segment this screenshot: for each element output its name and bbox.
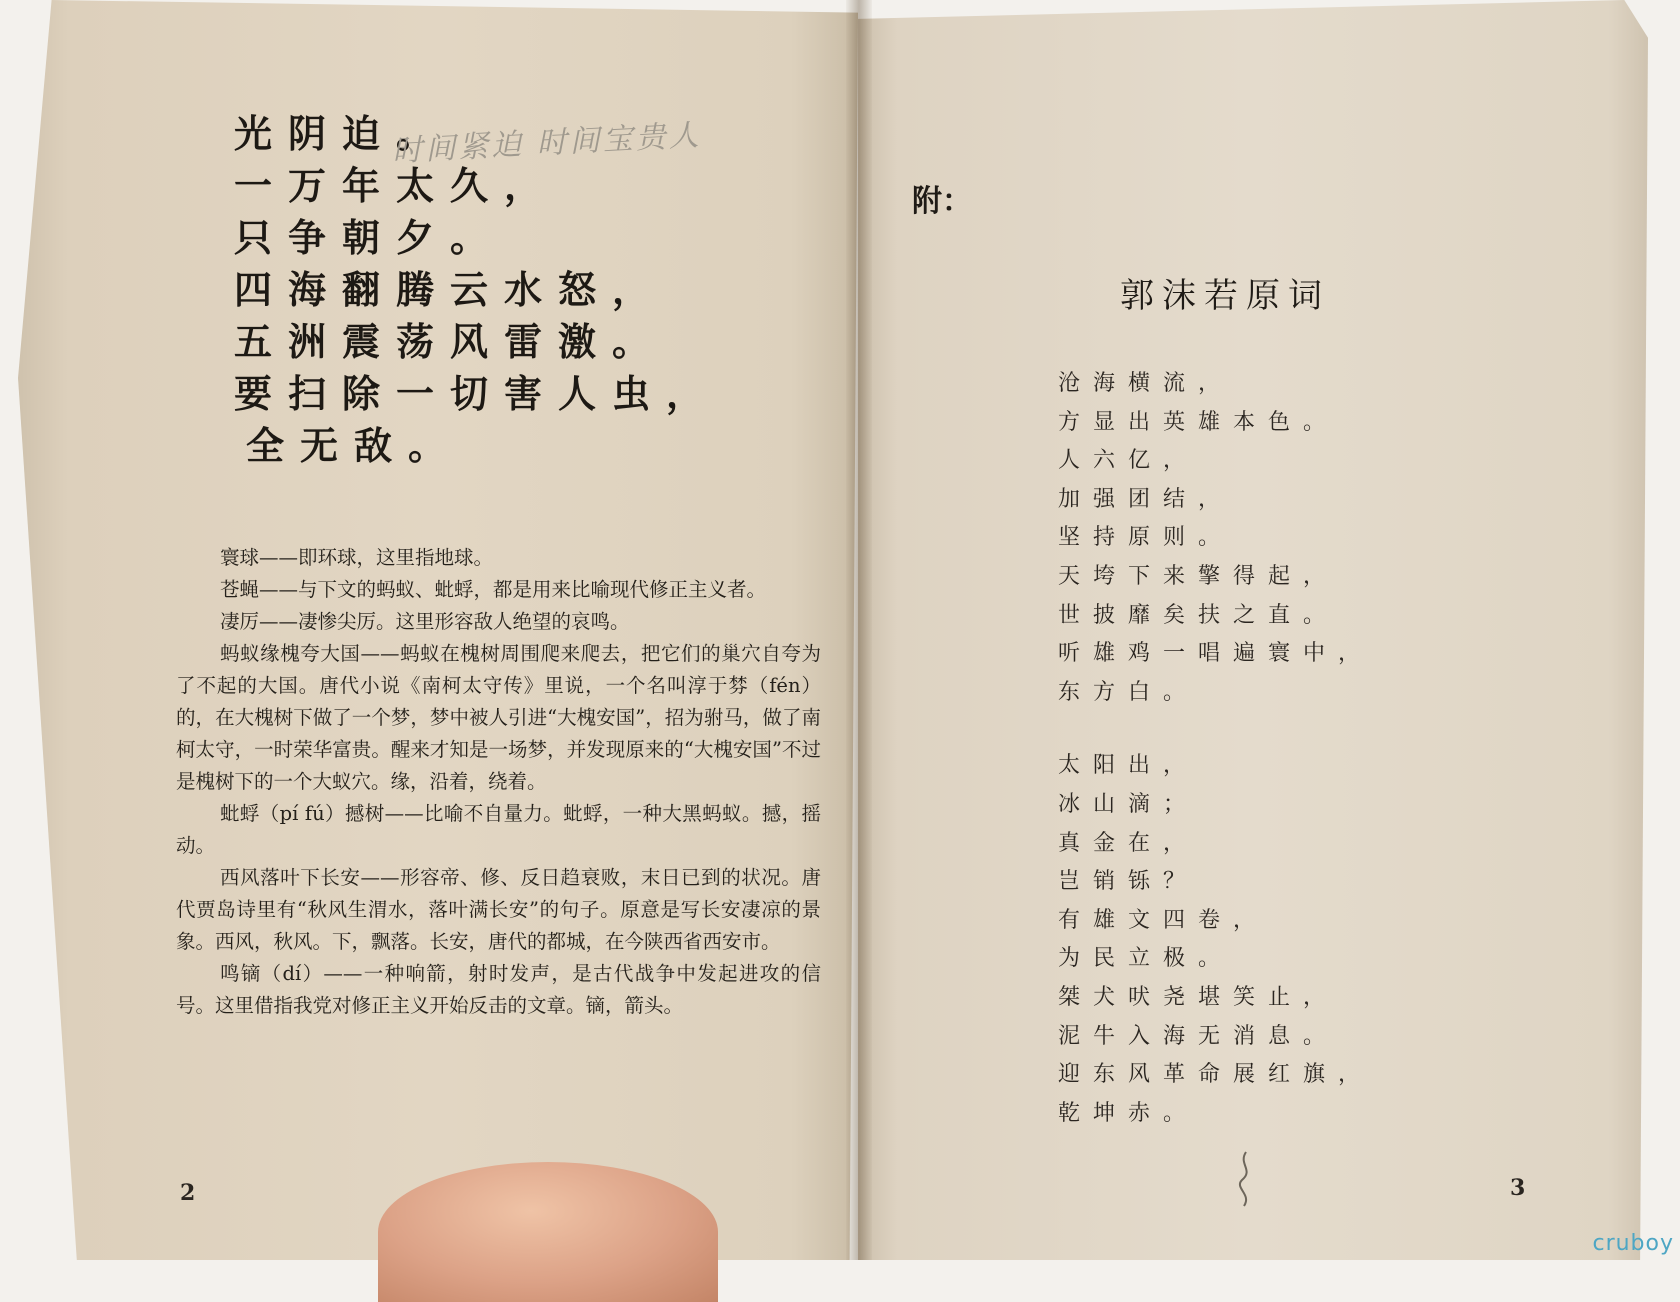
- poem-line: 太阳出，: [1058, 753, 1199, 779]
- note-paragraph: 蚂蚁缘槐夸大国——蚂蚁在槐树周围爬来爬去，把它们的巢穴自夸为了不起的大国。唐代小说《南柯太守传》里说，一个名叫淳于棼（fén）的，在大槐树下做了一个梦，梦中被人引进“大槐安国”，招为驸马，做了南柯太守，一时荣华富贵。醒来才知是一场梦，并发现原来的“大槐安国”不过是槐树下的一个大蚁穴。缘，沿着，绕着。: [176, 642, 821, 793]
- poem-line: 冰山滴；: [1058, 791, 1199, 817]
- notes-section: [176, 542, 821, 1022]
- poem-line: 为民立极。: [1058, 946, 1234, 972]
- note-paragraph: 西风落叶下长安——形容帝、修、反日趋衰败，末日已到的状况。唐代贾岛诗里有“秋风生渭水，落叶满长安”的句子。原意是写长安凄凉的景象。西风，秋风。下，飘落。长安，唐代的都城，在今陕西省西安市。: [176, 866, 821, 953]
- poem-line: 只争朝夕。: [234, 216, 505, 260]
- poem-line: 光阴迫。: [234, 112, 451, 156]
- note-paragraph: 蚍蜉（pí fú）撼树——比喻不自量力。蚍蜉，一种大黑蚂蚁。撼，摇动。: [176, 802, 821, 857]
- stanza-break: [1058, 712, 1373, 747]
- book-gutter: [846, 0, 872, 1260]
- poem-line: 有雄文四卷，: [1058, 907, 1269, 933]
- poem-line: 沧海横流，: [1058, 371, 1234, 396]
- poem-line: 坚持原则。: [1058, 525, 1234, 551]
- poem-line: 听雄鸡一唱遍寰中，: [1058, 641, 1374, 667]
- poem-line: 桀犬吠尧堪笑止，: [1058, 984, 1339, 1010]
- note-paragraph: 凄厉——凄惨尖厉。这里形容敌人绝望的哀鸣。: [220, 610, 630, 633]
- poem-line: 乾坤赤。: [1058, 1100, 1199, 1126]
- note-paragraph: 鸣镝（dí）——一种响箭，射时发声，是古代战争中发起进攻的信号。这里借指我党对修正主义开始反击的文章。镝，箭头。: [176, 962, 821, 1017]
- poem-line: 世披靡矣扶之直。: [1058, 602, 1339, 628]
- poem-line: 一万年太久，: [234, 164, 559, 208]
- poem-line: 方显出英雄本色。: [1058, 409, 1339, 435]
- note-paragraph: 寰球——即环球，这里指地球。: [220, 546, 494, 569]
- poem-line: 全无敌。: [246, 424, 463, 468]
- page-number-right: 3: [1510, 1175, 1526, 1201]
- appendix-heading: 附：: [912, 184, 972, 219]
- poem-line: 人六亿，: [1058, 448, 1199, 474]
- original-poem: [1058, 365, 1373, 1133]
- handwritten-annotation: 时间紧迫 时间宝贵人: [391, 117, 703, 170]
- note-paragraph: 苍蝇——与下文的蚂蚁、蚍蜉，都是用来比喻现代修正主义者。: [220, 578, 767, 601]
- poem-line: 五洲震荡风雷激。: [234, 320, 667, 364]
- pencil-squiggle: [1232, 1150, 1262, 1210]
- poem-line: 迎东风革命展红旗，: [1058, 1062, 1374, 1088]
- poem-line: 泥牛入海无消息。: [1058, 1023, 1339, 1049]
- watermark: cruboy: [1592, 1231, 1674, 1256]
- poem-line: 真金在，: [1058, 830, 1199, 856]
- poem-line: 岂销铄？: [1058, 869, 1199, 895]
- poem-line: 加强团结，: [1058, 486, 1234, 512]
- poem-line: 四海翻腾云水怒，: [234, 268, 667, 312]
- poem-line: 东方白。: [1058, 679, 1199, 705]
- poem-line: 天垮下来擎得起，: [1058, 563, 1339, 589]
- poem-title: 郭沫若原词: [1120, 276, 1330, 316]
- page-number-left: 2: [180, 1180, 196, 1206]
- thumb-holding-page: [378, 1162, 718, 1302]
- poem-line: 要扫除一切害人虫，: [234, 372, 721, 416]
